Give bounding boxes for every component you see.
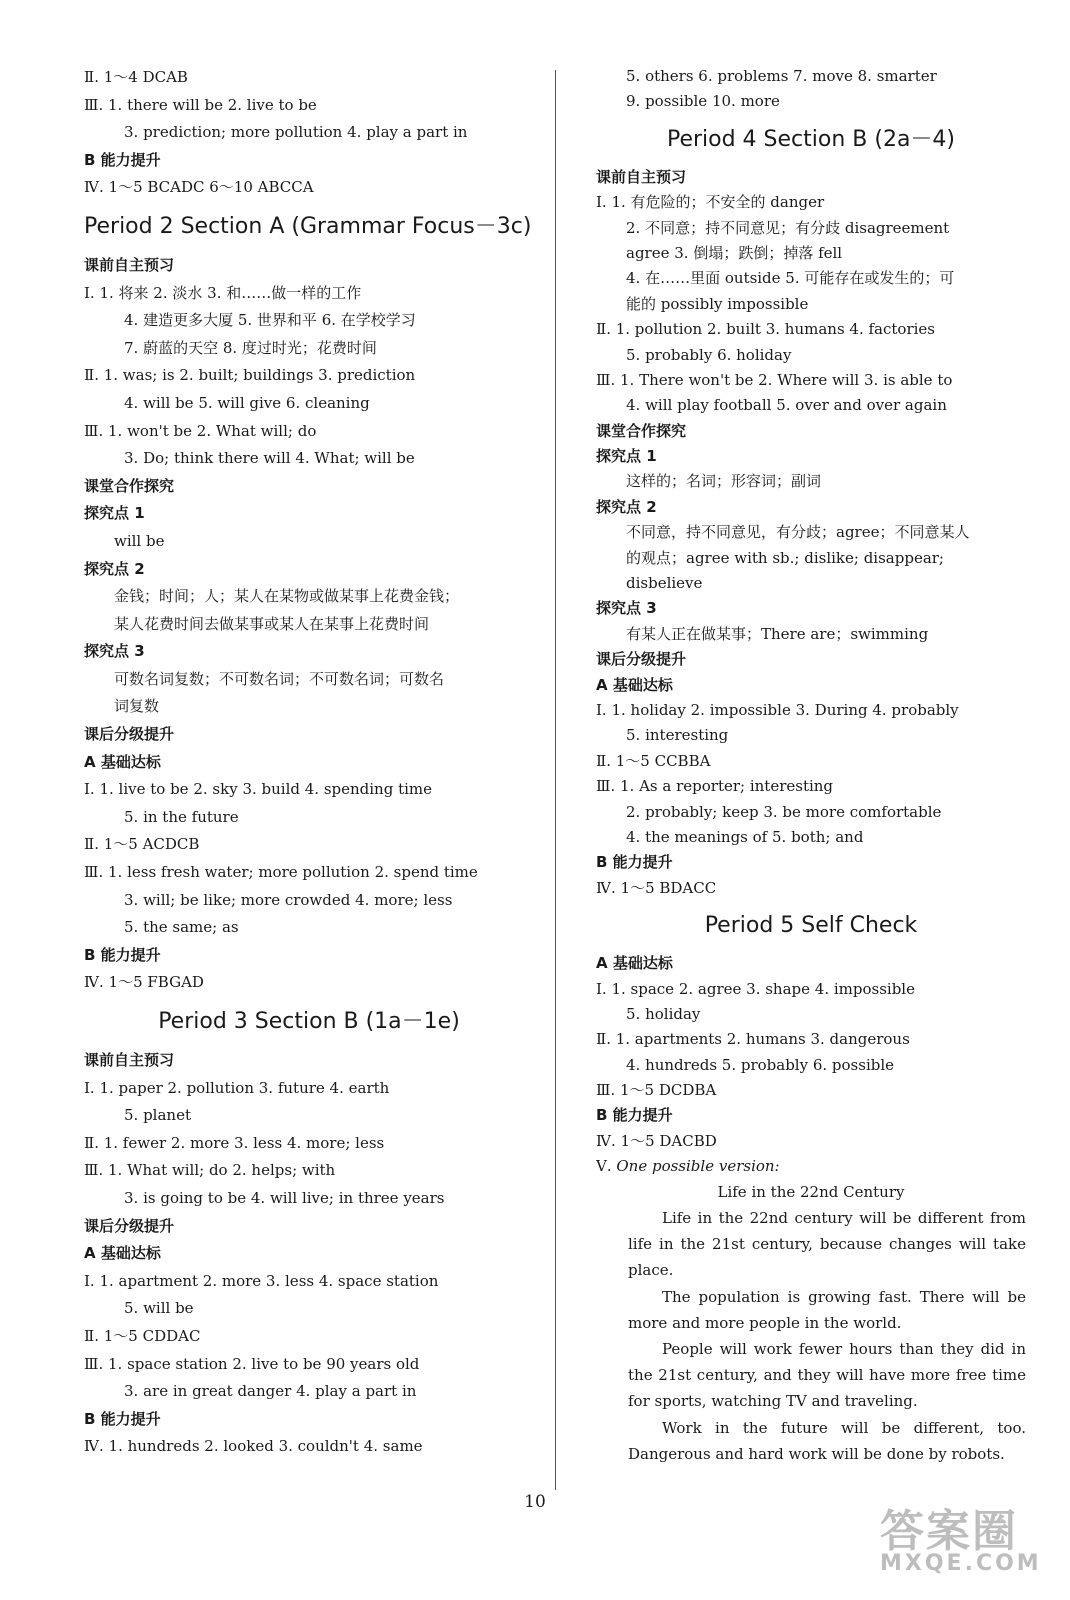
answer-line: Ⅲ. 1～5 DCDBA <box>596 1081 717 1100</box>
page-number: 10 <box>524 1492 546 1512</box>
answer-line: Ⅰ. 1. 有危险的；不安全的 danger <box>596 193 825 212</box>
answer-line: Ⅲ. 1. As a reporter; interesting <box>596 777 834 796</box>
answer-line: Ⅰ. 1. live to be 2. sky 3. build 4. spending time <box>84 780 433 799</box>
essay-paragraph: Life in the 22nd century will be different from life in the 21st century, because changes will take place. <box>628 1209 1026 1280</box>
answer-line: Ⅰ. 1. holiday 2. impossible 3. During 4. probably <box>596 700 959 719</box>
answer-line: 5. the same; as <box>124 918 239 937</box>
subsection-label: 探究点 1 <box>596 447 657 466</box>
answer-line: 3. Do; think there will 4. What; will be <box>124 449 415 468</box>
right-column <box>596 64 1026 1467</box>
answer-line: 3. prediction; more pollution 4. play a part in <box>124 123 468 142</box>
answer-line: 3. will; be like; more crowded 4. more; less <box>124 890 453 909</box>
answer-line: 3. are in great danger 4. play a part in <box>124 1382 417 1401</box>
answer-line: 5. holiday <box>626 1004 701 1023</box>
subsection-label: B 能力提升 <box>596 853 673 872</box>
answer-line: 4. will be 5. will give 6. cleaning <box>124 393 370 412</box>
subsection-label: B 能力提升 <box>84 945 161 964</box>
essay-title: Life in the 22nd Century <box>717 1182 905 1201</box>
answer-line: Ⅰ. 1. apartment 2. more 3. less 4. space station <box>84 1271 439 1290</box>
answer-line: 4. hundreds 5. probably 6. possible <box>626 1055 895 1074</box>
answer-line: 的观点；agree with sb.; dislike; disappear; <box>626 548 944 567</box>
essay-paragraph: Work in the future will be different, too. Dangerous and hard work will be done by robots. <box>628 1418 1026 1463</box>
watermark-text: 答案圈 <box>880 1506 1018 1557</box>
essay-version: One possible version: <box>616 1157 780 1176</box>
answer-line: Ⅳ. 1～5 FBGAD <box>84 973 204 992</box>
answer-line: Ⅱ. 1～5 CCBBA <box>596 751 711 770</box>
answer-line: 7. 蔚蓝的天空 8. 度过时光；花费时间 <box>124 338 377 357</box>
answer-line: Ⅰ. 1. paper 2. pollution 3. future 4. earth <box>84 1078 390 1097</box>
answer-line: 能的 possibly impossible <box>626 294 809 313</box>
answer-line: disbelieve <box>626 574 703 593</box>
answer-line: agree 3. 倒塌；跌倒；掉落 fell <box>626 243 843 262</box>
answer-line: Ⅲ. 1. less fresh water; more pollution 2. spend time <box>84 863 478 882</box>
answer-line: Ⅱ. 1. was; is 2. built; buildings 3. prediction <box>84 366 416 385</box>
subsection-label: B 能力提升 <box>84 1409 161 1428</box>
subsection-label: 课前自主预习 <box>84 1051 175 1069</box>
subsection-label: 课堂合作探究 <box>84 476 175 495</box>
answer-line: 可数名词复数；不可数名词；不可数名词；可数名 <box>114 669 445 688</box>
answer-line: Ⅳ. 1～5 BCADC 6～10 ABCCA <box>84 178 314 197</box>
watermark-url: MXQE.COM <box>880 1551 1042 1576</box>
answer-line: 5. others 6. problems 7. move 8. smarter <box>626 67 937 85</box>
left-column <box>84 64 534 1461</box>
essay-body <box>596 1205 1026 1467</box>
subsection-label: 探究点 3 <box>84 642 145 661</box>
answer-line: Ⅱ. 1. apartments 2. humans 3. dangerous <box>596 1030 910 1049</box>
answer-line: Ⅳ. 1～5 DACBD <box>596 1131 717 1150</box>
section-heading: Period 5 Self Check <box>704 913 918 939</box>
essay-paragraph: People will work fewer hours than they did in the 21st century, and they will have more free time for sports, watching TV and traveling. <box>628 1340 1026 1411</box>
answer-line: 4. will play football 5. over and over again <box>626 396 947 415</box>
answer-line: Ⅱ. 1. fewer 2. more 3. less 4. more; less <box>84 1133 385 1152</box>
answer-line: 5. probably 6. holiday <box>626 345 792 364</box>
answer-line: Ⅲ. 1. there will be 2. live to be <box>84 95 317 114</box>
subsection-label: A 基础达标 <box>596 675 673 694</box>
answer-line: Ⅰ. 1. 将来 2. 淡水 3. 和……做一样的工作 <box>84 283 362 302</box>
answer-line: Ⅱ. 1. pollution 2. built 3. humans 4. factories <box>596 320 935 339</box>
answer-line: Ⅲ. 1. What will; do 2. helps; with <box>84 1161 336 1180</box>
answer-line: 5. interesting <box>626 726 729 745</box>
subsection-label: 课前自主预习 <box>596 167 687 186</box>
answer-line: 3. is going to be 4. will live; in three years <box>124 1188 445 1207</box>
answer-line: Ⅳ. 1. hundreds 2. looked 3. couldn't 4. same <box>84 1437 423 1456</box>
answer-line: Ⅰ. 1. space 2. agree 3. shape 4. impossible <box>596 979 915 998</box>
subsection-label: B 能力提升 <box>84 150 161 169</box>
essay-label: Ⅴ. <box>596 1157 617 1176</box>
subsection-label: 课后分级提升 <box>84 725 175 744</box>
answer-line: Ⅳ. 1～5 BDACC <box>596 878 717 897</box>
answer-line: Ⅲ. 1. space station 2. live to be 90 years old <box>84 1354 420 1373</box>
answer-line: Ⅱ. 1～5 CDDAC <box>84 1326 201 1345</box>
subsection-label: A 基础达标 <box>596 954 673 973</box>
subsection-label: 探究点 1 <box>84 504 145 523</box>
answer-line: 有某人正在做某事；There are；swimming <box>626 624 929 643</box>
right-answer-lines <box>596 64 1026 1154</box>
answer-line: Ⅱ. 1～4 DCAB <box>84 68 188 86</box>
subsection-label: B 能力提升 <box>596 1106 673 1125</box>
column-divider <box>555 70 556 1490</box>
answer-line: 4. the meanings of 5. both; and <box>626 827 864 846</box>
answer-line: 不同意，持不同意见，有分歧；agree；不同意某人 <box>626 523 970 542</box>
subsection-label: 课堂合作探究 <box>596 421 687 440</box>
section-heading: Period 3 Section B (1a－1e) <box>158 1009 460 1034</box>
answer-line: 金钱；时间；人；某人在某物或做某事上花费金钱； <box>114 587 460 606</box>
answer-line: 5. in the future <box>124 807 239 826</box>
answer-line: Ⅱ. 1～5 ACDCB <box>84 835 200 854</box>
subsection-label: A 基础达标 <box>84 752 161 771</box>
answer-line: 某人花费时间去做某事或某人在某事上花费时间 <box>114 614 430 633</box>
subsection-label: 探究点 2 <box>84 559 145 578</box>
answer-line: 5. planet <box>124 1106 191 1125</box>
essay-paragraph: The population is growing fast. There will be more and more people in the world. <box>628 1287 1026 1332</box>
answer-line: 9. possible 10. more <box>626 92 780 111</box>
answer-line: will be <box>114 531 165 550</box>
essay-label-line <box>596 1154 1026 1179</box>
answer-line: 5. will be <box>124 1299 194 1318</box>
answer-line: 2. 不同意；持不同意见；有分歧 disagreement <box>626 218 950 237</box>
subsection-label: 课后分级提升 <box>84 1216 175 1235</box>
answer-line: Ⅲ. 1. There won't be 2. Where will 3. is able to <box>596 370 953 389</box>
answer-line: 2. probably; keep 3. be more comfortable <box>626 802 942 821</box>
answer-line: 这样的；名词；形容词；副词 <box>626 472 822 491</box>
section-heading: Period 4 Section B (2a－4) <box>666 126 956 152</box>
answer-line: Ⅲ. 1. won't be 2. What will; do <box>84 421 317 440</box>
section-heading: Period 2 Section A (Grammar Focus－3c) <box>84 213 532 239</box>
subsection-label: 探究点 2 <box>596 497 657 516</box>
subsection-label: A 基础达标 <box>84 1244 161 1263</box>
answer-line: 词复数 <box>114 697 160 716</box>
subsection-label: 课前自主预习 <box>84 255 175 274</box>
answer-line: 4. 在……里面 outside 5. 可能存在或发生的；可 <box>626 269 955 288</box>
answer-line: 4. 建造更多大厦 5. 世界和平 6. 在学校学习 <box>124 311 416 330</box>
watermark-logo <box>880 1495 1050 1585</box>
subsection-label: 课后分级提升 <box>596 650 687 669</box>
subsection-label: 探究点 3 <box>596 599 657 618</box>
